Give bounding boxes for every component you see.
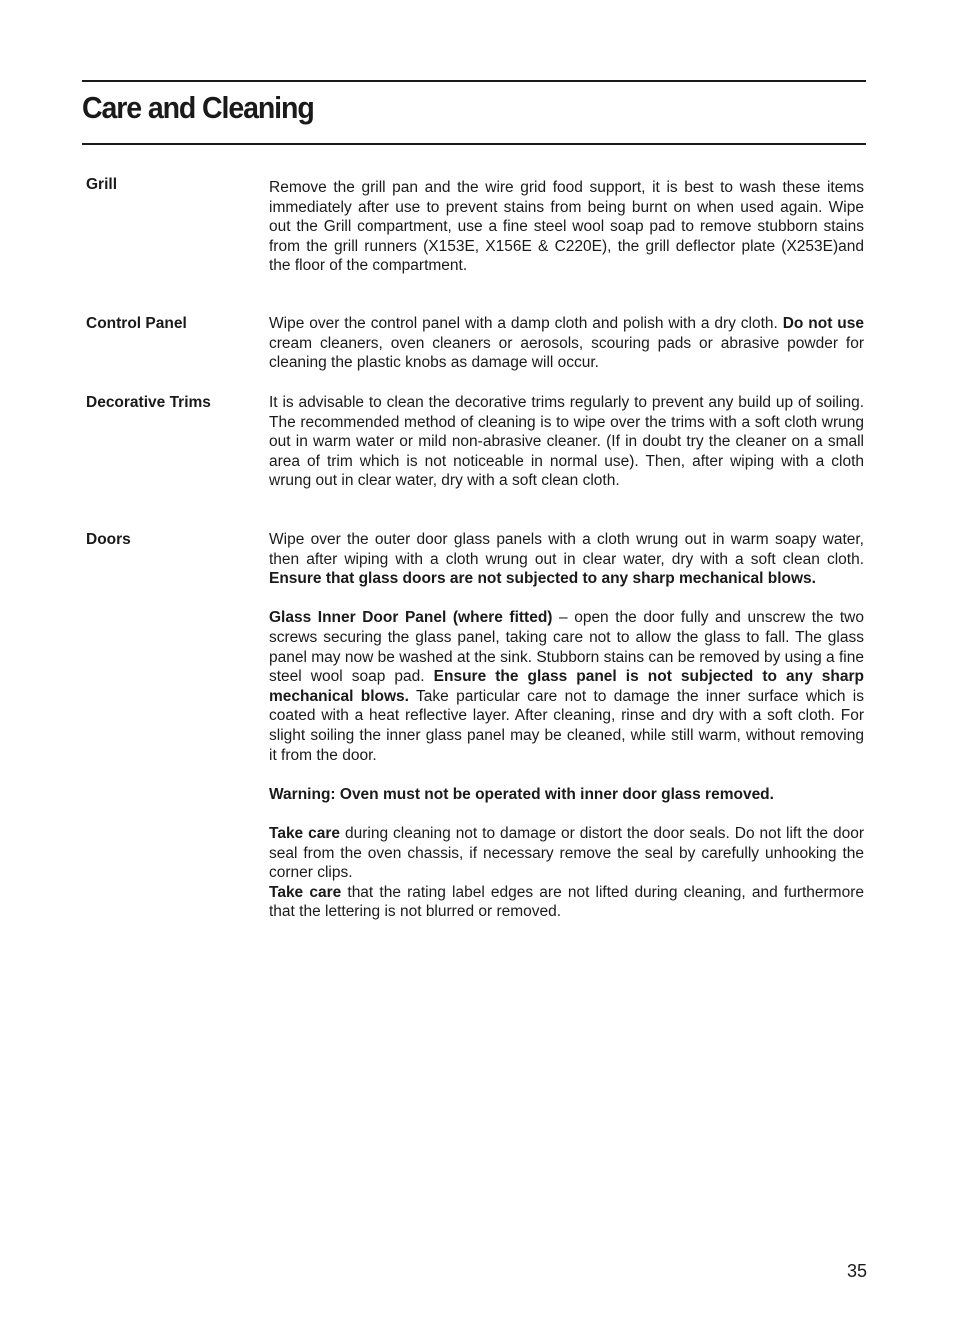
title-top-rule <box>82 80 866 82</box>
bold-text: Glass Inner Door Panel (where fitted) <box>269 609 553 627</box>
section-text <box>269 393 864 491</box>
section-text <box>269 314 864 373</box>
paragraph: Glass Inner Door Panel (where fitted) – open the door fully and unscrew the two screws securing the glass panel, taking care not to allow the glass to fall. The glass panel may now be washed at the sink. Stubborn stains can be removed by using a fine steel wool soap pad. Ensure the glass panel is not subjected to any sharp mechanical blows. Take particular care not to damage the inner surface which is coated with a heat reflective layer. After cleaning, rinse and dry with a soft cloth. For slight soiling the inner glass panel may be cleaned, while still warm, without removing it from the door. <box>269 609 864 764</box>
section-label: Doors <box>86 531 131 548</box>
paragraph: Remove the grill pan and the wire grid food support, it is best to wash these items immediately after use to prevent stains from being burnt on when used again. Wipe out the Grill compartment, use a fine steel wool soap pad to remove stubborn stains from the grill runners (X153E, X156E & C220E), the grill deflector plate (X253E)and the floor of the compartment. <box>269 179 864 275</box>
warning-paragraph <box>269 785 864 805</box>
bold-text: Warning: Oven must not be operated with inner door glass removed. <box>269 785 774 803</box>
section-label: Decorative Trims <box>86 394 211 411</box>
paragraph: Take care that the rating label edges are not lifted during cleaning, and furthermore that the lettering is not blurred or removed. <box>269 883 864 921</box>
title-bottom-rule <box>82 143 866 145</box>
paragraph: Take care during cleaning not to damage or distort the door seals. Do not lift the door seal from the oven chassis, if necessary remove the seal by carefully unhooking the corner clips. <box>269 824 864 882</box>
paragraph: It is advisable to clean the decorative trims regularly to prevent any build up of soiling. The recommended method of cleaning is to wipe over the trims with a soft cloth wrung out in warm water or mild non-abrasive cleaner. (If in doubt try the cleaner on a small area of trim which is not noticeable in normal use). Then, after wiping with a cloth wrung out in clear water, dry with a soft clean cloth. <box>269 394 864 490</box>
bold-text: Take care <box>269 883 342 901</box>
paragraph: Wipe over the outer door glass panels with a cloth wrung out in warm soapy water, then after wiping with a cloth wrung out in clear water, dry with a soft clean cloth. Ensure that glass doors are not subjected to any sharp mechanical blows. <box>269 531 864 588</box>
paragraph: Wipe over the control panel with a damp cloth and polish with a dry cloth. Do not use cream cleaners, oven cleaners or aerosols, scouring pads or abrasive powder for cleaning the plastic knobs as damage will occur. <box>269 315 864 372</box>
bold-text: Ensure that glass doors are not subjected to any sharp mechanical blows. <box>269 570 816 588</box>
bold-text: Do not use <box>782 315 864 332</box>
section-label: Control Panel <box>86 315 187 332</box>
page-number: 35 <box>846 1261 868 1281</box>
bold-text: Ensure the glass panel is not subjected to any sharp mechanical blows. <box>269 668 864 705</box>
section-text <box>269 530 864 922</box>
page-title: Care and Cleaning <box>82 90 314 125</box>
bold-text: Take care <box>269 824 341 842</box>
section-text <box>269 178 864 276</box>
section-label: Grill <box>86 176 118 193</box>
